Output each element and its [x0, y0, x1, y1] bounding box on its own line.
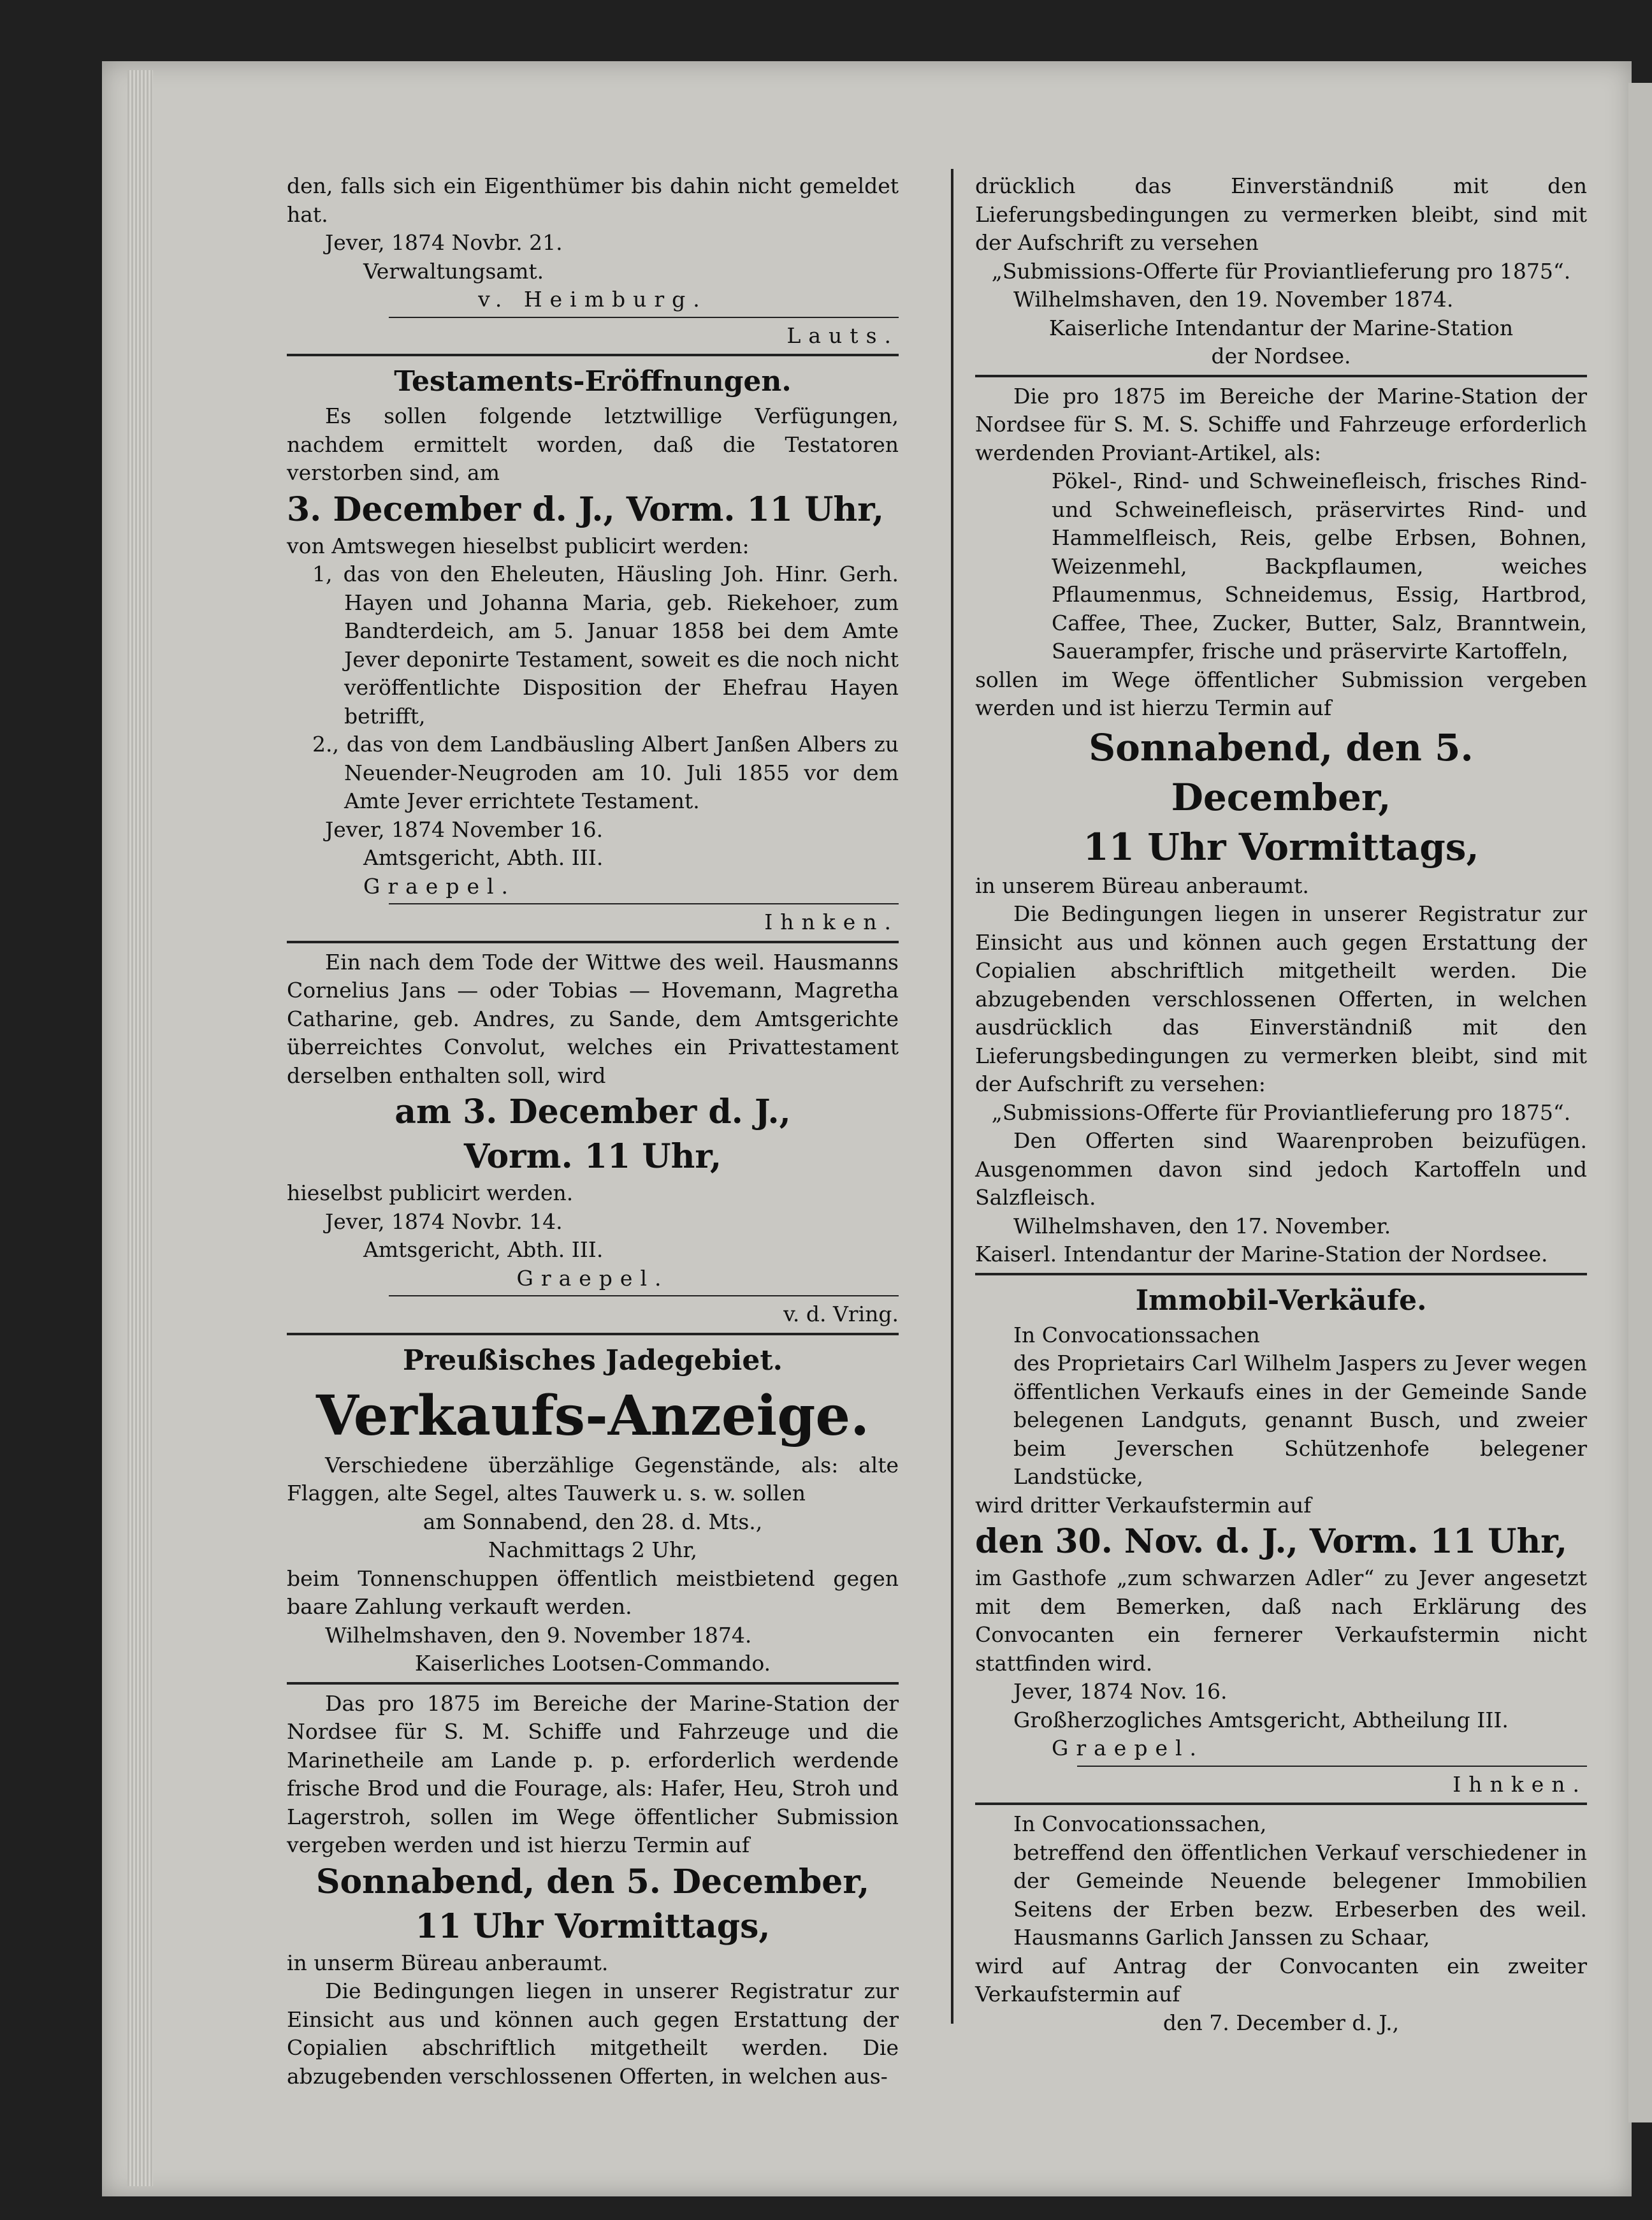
notice-signer: Kaiserliche Intendantur der Marine-Station	[1048, 315, 1514, 340]
notice-text: den, falls sich ein Eigenthümer bis dahin nicht gemeldet hat.	[287, 173, 899, 227]
notice-text: In Convocationssachen	[1013, 1322, 1260, 1347]
notice-clerk: Ihnken.	[1453, 1771, 1587, 1797]
notice-text: Verschiedene überzählige Gegenstände, als: alte Flaggen, alte Segel, altes Tauwerk u. s. w. sollen	[287, 1452, 899, 1505]
notice-date: Jever, 1874 Novbr. 14.	[325, 1208, 563, 1234]
notice-office: Verwaltungsamt.	[363, 258, 544, 284]
notice-verkaufs-anzeige	[287, 1340, 899, 1678]
section-heading: Verkaufs-Anzeige.	[315, 1383, 870, 1448]
notice-time-big: 11 Uhr Vormittags,	[1083, 825, 1479, 869]
notice-text: im Gasthofe „zum schwarzen Adler“ zu Jever angesetzt mit dem Bemerken, daß nach Erklärung des Convocanten ein fernerer Verkaufstermin nicht stattfinden wird.	[975, 1565, 1587, 1676]
notice-text: hieselbst publicirt werden.	[287, 1180, 574, 1205]
notice-signer: Kaiserl. Intendantur der Marine-Station der Nordsee.	[975, 1242, 1548, 1266]
notice-proviant	[975, 382, 1587, 1269]
notice-text: Es sollen folgende letztwillige Verfügungen, nachdem ermittelt worden, daß die Testatoren verstorben sind, am	[287, 403, 899, 485]
notice-text: in unserm Büreau anberaumt.	[287, 1950, 609, 1975]
notice-text: Ein nach dem Tode der Wittwe des weil. Hausmanns Cornelius Jans — oder Tobias — Hovemann, Magretha Catharine, geb. Andres, zu Sande, dem Amtsgerichte überreichtes Convolut, welches ein Privattestament derselben enthalten soll, wird	[287, 949, 899, 1088]
region-heading: Preußisches Jadegebiet.	[403, 1344, 783, 1377]
notice-text: In Convocationssachen,	[1013, 1811, 1267, 1836]
notice-text: Die Bedingungen liegen in unserer Registratur zur Einsicht aus und können auch gegen Erstattung der Copialien abschriftlich mitgetheilt werden. Die abzugebenden verschlossenen Offerten, in welchen ausdrücklich das Einverständniß mit den Lieferungsbedingungen zu vermerken bleibt, sind mit der Aufschrift zu versehen:	[975, 901, 1587, 1096]
notice-text: des Proprietairs Carl Wilhelm Jaspers zu Jever wegen öffentlichen Verkaufs eines in der Gemeinde Sande belegenen Landguts, genannt Busch, und zweier beim Jeverschen Schützenhofe belegener Landstücke,	[1013, 1351, 1587, 1489]
section-heading: Immobil-Verkäufe.	[1135, 1284, 1427, 1317]
notice-date-big: Sonnabend, den 5. December,	[1089, 725, 1474, 819]
notice-date: Jever, 1874 Nov. 16.	[1013, 1679, 1228, 1704]
notice-time-line: Nachmittags 2 Uhr,	[488, 1537, 698, 1562]
notice-convocation-neuende	[975, 1810, 1587, 2037]
notice-quote: „Submissions-Offerte für Proviantlieferung pro 1875“.	[991, 1099, 1571, 1125]
notice-immobil-verkaeufe	[975, 1280, 1587, 1799]
notice-date: Wilhelmshaven, den 19. November 1874.	[1013, 287, 1454, 312]
left-column	[287, 172, 899, 2091]
notice-text: drücklich das Einverständniß mit den Lieferungsbedingungen zu vermerken bleibt, sind mit der Aufschrift zu versehen	[975, 173, 1587, 255]
notice-text: in unserem Büreau anberaumt.	[975, 873, 1309, 898]
notice-date-big: Sonnabend, den 5. December,	[315, 1862, 870, 1901]
notice-clerk: Lauts.	[786, 323, 899, 348]
notice-quote: „Submissions-Offerte für Proviantlieferung pro 1875“.	[991, 258, 1571, 284]
section-rule	[975, 375, 1587, 377]
notice-clerk: Ihnken.	[764, 910, 899, 934]
notice-verwaltungsamt	[287, 172, 899, 350]
notice-date: Jever, 1874 November 16.	[325, 816, 604, 842]
notice-date: Wilhelmshaven, den 17. November.	[1013, 1213, 1391, 1238]
section-rule	[287, 941, 899, 943]
notice-text: betreffend den öffentlichen Verkauf verschiedener in der Gemeinde Neuende belegener Immobilien Seitens der Erben bezw. Erbeserben des weil. Hausmanns Garlich Janssen zu Schaar,	[1013, 1839, 1587, 1950]
notice-office: Amtsgericht, Abth. III.	[363, 1237, 604, 1262]
section-rule	[975, 1803, 1587, 1805]
notice-signer: Graepel.	[516, 1265, 669, 1291]
notice-testaments	[287, 361, 899, 937]
notice-signer: v. Heimburg.	[478, 287, 707, 312]
page-stack-edge	[127, 70, 153, 2186]
list-item: 1, das von den Eheleuten, Häusling Joh. Hinr. Gerh. Hayen und Johanna Maria, geb. Riekehoer, zum Bandterdeich, am 5. Januar 1858 bei dem Amte Jever deponirte Testament, soweit es die noch nicht veröffentlichte Disposition der Ehefrau Hayen betrifft,	[312, 562, 899, 729]
notice-text: Das pro 1875 im Bereiche der Marine-Station der Nordsee für S. M. Schiffe und Fahrzeuge und die Marinetheile am Lande p. p. erforderlich werdende frische Brod und die Fourage, als: Hafer, Heu, Stroh und Lagerstroh, sollen im Wege öffentlicher Submission vergeben werden und ist hierzu Termin auf	[287, 1690, 899, 1857]
notice-office: Großherzogliches Amtsgericht, Abtheilung III.	[1013, 1707, 1509, 1732]
notice-proviant-continued	[975, 172, 1587, 371]
column-divider	[951, 169, 953, 2024]
notice-office: Amtsgericht, Abth. III.	[363, 845, 604, 870]
notice-convolut	[287, 948, 899, 1329]
notice-text: beim Tonnenschuppen öffentlich meistbietend gegen baare Zahlung verkauft werden.	[287, 1565, 899, 1619]
notice-time-big: Vorm. 11 Uhr,	[463, 1137, 722, 1176]
notice-brod-fourage	[287, 1690, 899, 2091]
facing-page-edge	[1628, 83, 1652, 2122]
notice-date: den 7. December d. J.,	[1163, 2010, 1400, 2035]
provisions-list: Pökel-, Rind- und Schweinefleisch, frisches Rind- und Schweinefleisch, präservirtes Rind- und Hammelfleisch, Reis, gelbe Erbsen, Bohnen, Weizenmehl, Backpflaumen, weiches Pflaumenmus, Schneidemus, Essig, Hartbrod, Caffee, Thee, Zucker, Butter, Salz, Branntwein, Sauerampfer, frische und präservirte Kartoffeln,	[1052, 468, 1587, 664]
notice-text: Die Bedingungen liegen in unserer Registratur zur Einsicht aus und können auch gegen Erstattung der Copialien abschriftlich mitgetheilt werden. Die abzugebenden verschlossenen Offerten, in welchen aus-	[287, 1978, 899, 2089]
notice-signer: Graepel.	[1052, 1736, 1205, 1760]
notice-date: Jever, 1874 Novbr. 21.	[325, 230, 563, 255]
section-rule	[287, 1682, 899, 1685]
notice-signer: der Nordsee.	[1211, 344, 1351, 368]
section-rule	[975, 1273, 1587, 1275]
notice-signer: Kaiserliches Lootsen-Commando.	[414, 1651, 771, 1676]
notice-date-big: den 30. Nov. d. J., Vorm. 11 Uhr,	[975, 1522, 1567, 1561]
notice-date: Wilhelmshaven, den 9. November 1874.	[325, 1622, 752, 1648]
notice-date-big: 3. December d. J., Vorm. 11 Uhr,	[287, 490, 884, 529]
notice-date-big: am 3. December d. J.,	[395, 1092, 791, 1131]
section-heading: Testaments-Eröffnungen.	[394, 365, 792, 398]
notice-text: Den Offerten sind Waarenproben beizufügen. Ausgenommen davon sind jedoch Kartoffeln und Salzfleisch.	[975, 1128, 1587, 1210]
notice-text: von Amtswegen hieselbst publicirt werden:	[287, 533, 750, 558]
notice-text: wird dritter Verkaufstermin auf	[975, 1492, 1312, 1518]
notice-date-line: am Sonnabend, den 28. d. Mts.,	[423, 1509, 763, 1534]
notice-clerk: v. d. Vring.	[783, 1302, 899, 1326]
section-rule	[287, 354, 899, 356]
section-rule	[287, 1333, 899, 1335]
right-column	[975, 172, 1587, 2037]
notice-text: sollen im Wege öffentlicher Submission vergeben werden und ist hierzu Termin auf	[975, 667, 1587, 720]
notice-text: Die pro 1875 im Bereiche der Marine-Station der Nordsee für S. M. S. Schiffe und Fahrzeuge erforderlich werdenden Proviant-Artikel, als:	[975, 383, 1587, 465]
list-item: 2., das von dem Landbäusling Albert Janßen Albers zu Neuender-Neugroden am 10. Juli 1855 vor dem Amte Jever errichtete Testament.	[312, 732, 899, 813]
notice-signer: Graepel.	[363, 873, 516, 899]
notice-time-big: 11 Uhr Vormittags,	[415, 1906, 771, 1946]
notice-text: wird auf Antrag der Convocanten ein zweiter Verkaufstermin auf	[975, 1953, 1587, 2006]
